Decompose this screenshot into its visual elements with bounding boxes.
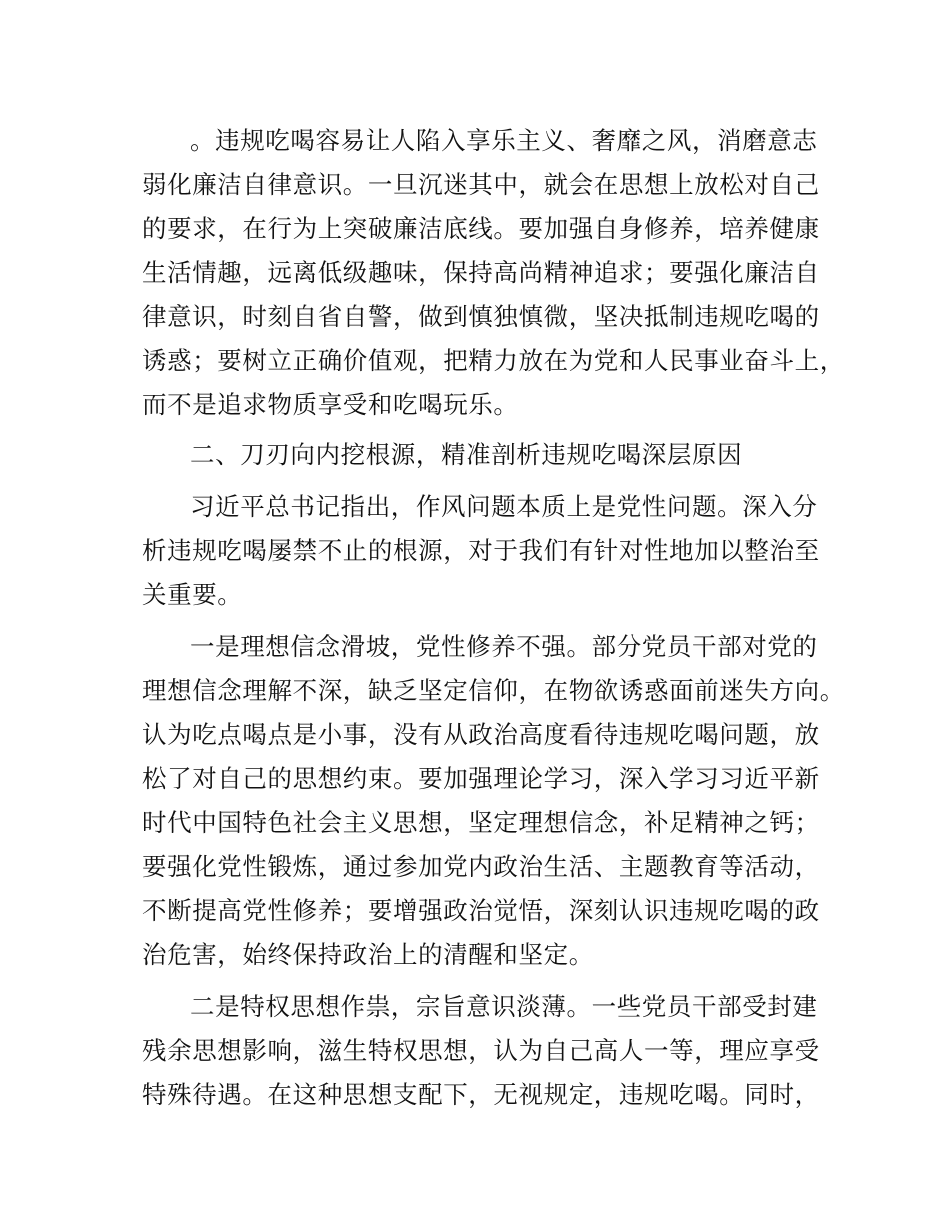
text-line: 而不是追求物质享受和吃喝玩乐。 xyxy=(142,390,519,419)
text-line: 治危害，始终保持政治上的清醒和坚定。 xyxy=(142,940,594,969)
text-line: 不断提高党性修养；要增强政治觉悟，深刻认识违规吃喝的政 xyxy=(142,896,820,925)
text-line: 理想信念理解不深，缺乏坚定信仰，在物欲诱惑面前迷失方向。 xyxy=(142,676,845,705)
text-line: 生活情趣，远离低级趣味，保持高尚精神追求；要强化廉洁自 xyxy=(142,258,820,287)
text-line: 残余思想影响，滋生特权思想，认为自己高人一等，理应享受 xyxy=(142,1036,820,1065)
section-heading: 二、刀刃向内挖根源，精准剖析违规吃喝深层原因 xyxy=(190,440,743,469)
text-line: 认为吃点喝点是小事，没有从政治高度看待违规吃喝问题，放 xyxy=(142,720,820,749)
text-line: 诱惑；要树立正确价值观，把精力放在为党和人民事业奋斗上， xyxy=(142,346,845,375)
text-line: 一是理想信念滑坡，党性修养不强。部分党员干部对党的 xyxy=(190,632,818,661)
text-line: 特殊待遇。在这种思想支配下，无视规定，违规吃喝。同时， xyxy=(142,1080,820,1109)
text-line: 时代中国特色社会主义思想，坚定理想信念，补足精神之钙； xyxy=(142,808,820,837)
text-line: 二是特权思想作祟，宗旨意识淡薄。一些党员干部受封建 xyxy=(190,992,818,1021)
text-line: 律意识，时刻自省自警，做到慎独慎微，坚决抵制违规吃喝的 xyxy=(142,302,820,331)
text-line: 松了对自己的思想约束。要加强理论学习，深入学习习近平新 xyxy=(142,764,820,793)
text-line: 。违规吃喝容易让人陷入享乐主义、奢靡之风，消磨意志 xyxy=(190,126,818,155)
text-line: 要强化党性锻炼，通过参加党内政治生活、主题教育等活动， xyxy=(142,852,820,881)
text-line: 弱化廉洁自律意识。一旦沉迷其中，就会在思想上放松对自己 xyxy=(142,170,820,199)
text-line: 关重要。 xyxy=(142,580,243,609)
text-line: 习近平总书记指出，作风问题本质上是党性问题。深入分 xyxy=(190,492,818,521)
text-line: 析违规吃喝屡禁不止的根源，对于我们有针对性地加以整治至 xyxy=(142,536,820,565)
text-line: 的要求，在行为上突破廉洁底线。要加强自身修养，培养健康 xyxy=(142,214,820,243)
